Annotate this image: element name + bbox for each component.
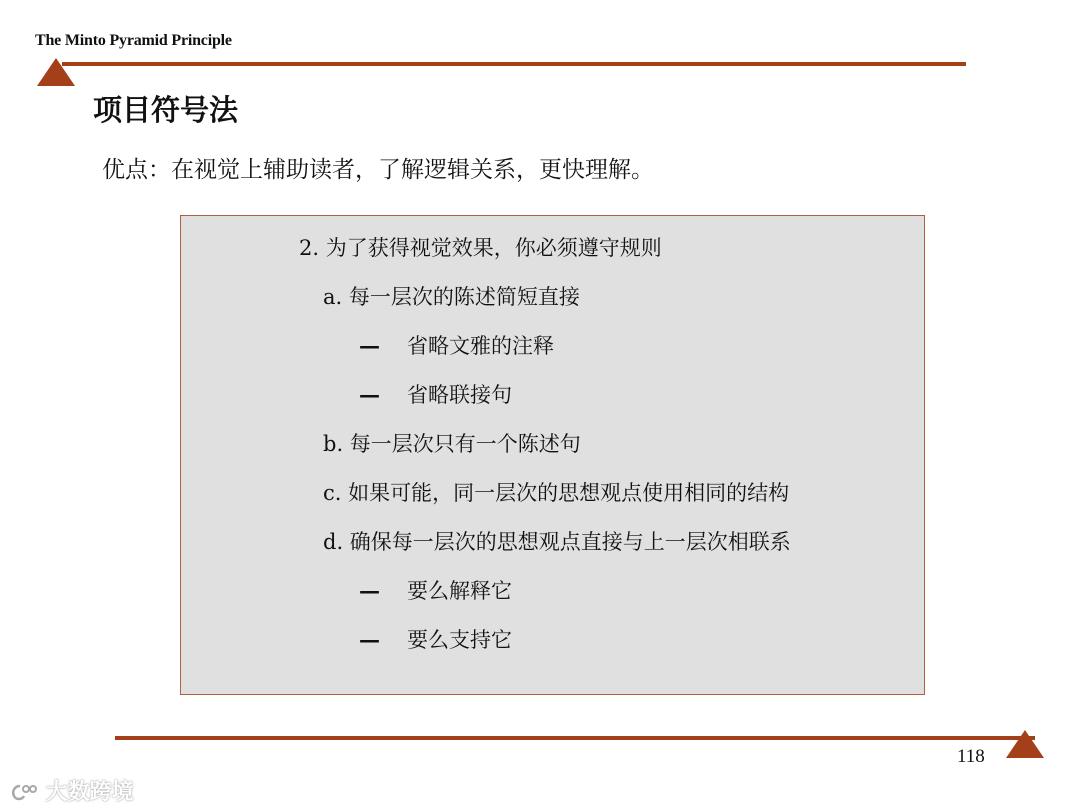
bottom-divider bbox=[115, 736, 1035, 740]
triangle-bottom-marker bbox=[1006, 730, 1044, 758]
rule-subitem bbox=[359, 575, 512, 605]
rule-subitem bbox=[359, 330, 554, 360]
advantage-text: 优点：在视觉上辅助读者，了解逻辑关系，更快理解。 bbox=[102, 157, 654, 183]
watermark bbox=[10, 775, 134, 806]
top-divider bbox=[62, 62, 966, 66]
page-number: 118 bbox=[957, 746, 985, 767]
rule-subitem bbox=[359, 624, 512, 654]
rule-item-text: b. 每一层次只有一个陈述句 bbox=[323, 432, 581, 456]
rule-item-d bbox=[323, 526, 791, 556]
slide-title: 项目符号法 bbox=[93, 93, 239, 127]
rule-item-c bbox=[323, 477, 789, 507]
watermark-text: 大数跨境 bbox=[45, 779, 134, 805]
rule-item-a bbox=[323, 281, 580, 311]
dash-bullet: — bbox=[359, 627, 380, 652]
rule-subitem-text: 省略联接句 bbox=[407, 383, 512, 407]
rules-box bbox=[180, 215, 925, 695]
rule-subitem-text: 要么解释它 bbox=[407, 579, 512, 603]
rules-heading: 2. 为了获得视觉效果，你必须遵守规则 bbox=[299, 236, 662, 260]
rule-subitem-text: 省略文雅的注释 bbox=[407, 334, 554, 358]
rule-subitem bbox=[359, 379, 512, 409]
dash-bullet: — bbox=[359, 578, 380, 603]
rule-item-text: a. 每一层次的陈述简短直接 bbox=[323, 285, 580, 309]
rule-item-b bbox=[323, 428, 581, 458]
rule-item-text: c. 如果可能，同一层次的思想观点使用相同的结构 bbox=[323, 481, 790, 505]
dash-bullet: — bbox=[359, 333, 380, 358]
document-header-title: The Minto Pyramid Principle bbox=[35, 32, 232, 49]
rule-subitem-text: 要么支持它 bbox=[407, 628, 512, 652]
dash-bullet: — bbox=[359, 382, 380, 407]
watermark-logo-icon bbox=[10, 782, 38, 804]
rule-item-text: d. 确保每一层次的思想观点直接与上一层次相联系 bbox=[323, 530, 791, 554]
